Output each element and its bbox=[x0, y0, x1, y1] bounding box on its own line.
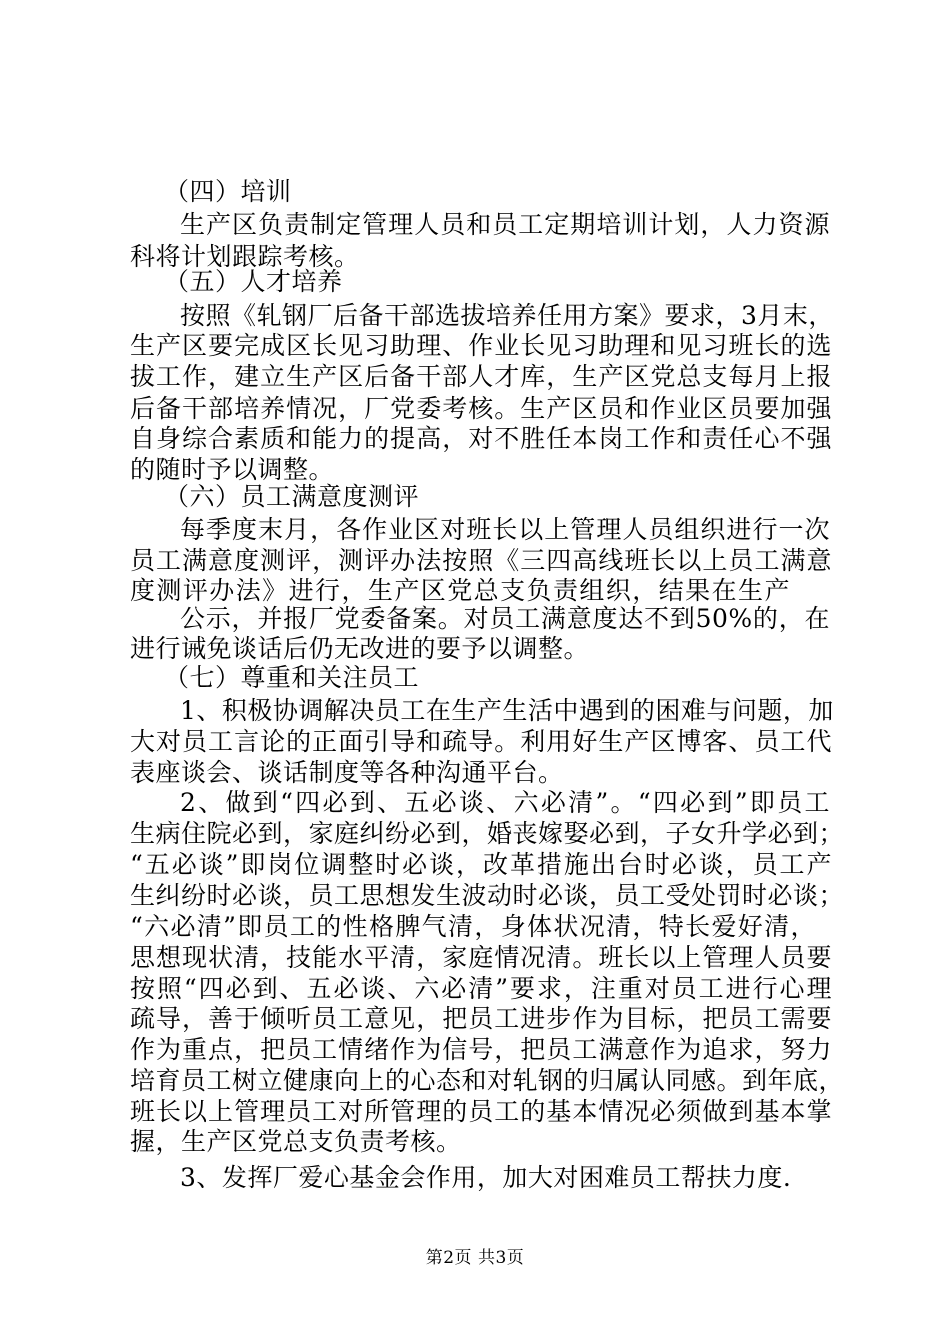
paragraph-line: “五必谈”即岗位调整时必谈，改革措施出台时必谈，员工产 bbox=[130, 850, 832, 879]
page-number-footer: 第2页 共3页 bbox=[425, 1248, 525, 1268]
paragraph-line: 生病住院必到，家庭纠纷必到，婚丧嫁娶必到，子女升学必到； bbox=[130, 819, 845, 848]
paragraph-line: 按照《轧钢厂后备干部选拔培养任用方案》要求，3月末， bbox=[180, 301, 834, 330]
paragraph-line: 进行诫免谈话后仍无改进的要予以调整。 bbox=[130, 634, 590, 663]
paragraph-line: 思想现状清，技能水平清，家庭情况清。班长以上管理人员要 bbox=[130, 943, 832, 972]
section-heading-training: （四）培训 bbox=[164, 177, 292, 206]
paragraph-line: 大对员工言论的正面引导和疏导。利用好生产区博客、员工代 bbox=[130, 727, 832, 756]
paragraph-line: 按照“四必到、五必谈、六必清”要求，注重对员工进行心理 bbox=[130, 974, 832, 1003]
paragraph-line: 员工满意度测评，测评办法按照《三四高线班长以上员工满意 bbox=[130, 546, 832, 575]
paragraph-line: 公示，并报厂党委备案。对员工满意度达不到50%的，在 bbox=[180, 604, 830, 633]
paragraph-line: 生产区要完成区长见习助理、作业长见习助理和见习班长的选 bbox=[130, 331, 832, 360]
paragraph-line: 科将计划跟踪考核。 bbox=[130, 242, 360, 271]
paragraph-line: 度测评办法》进行，生产区党总支负责组织，结果在生产 bbox=[130, 576, 790, 605]
paragraph-line: 的随时予以调整。 bbox=[130, 455, 335, 484]
paragraph-line: 表座谈会、谈话制度等各种沟通平台。 bbox=[130, 758, 564, 787]
paragraph-line: 每季度末月，各作业区对班长以上管理人员组织进行一次 bbox=[180, 515, 830, 544]
section-heading-satisfaction: （六）员工满意度测评 bbox=[164, 482, 420, 511]
paragraph-line: 疏导，善于倾听员工意见，把员工进步作为目标，把员工需要 bbox=[130, 1004, 832, 1033]
paragraph-line: 班长以上管理员工对所管理的员工的基本情况必须做到基本掌 bbox=[130, 1097, 832, 1126]
paragraph-line: 生产区负责制定管理人员和员工定期培训计划，人力资源 bbox=[180, 210, 830, 239]
paragraph-line: 1、积极协调解决员工在生产生活中遇到的困难与问题，加 bbox=[180, 696, 834, 725]
paragraph-line: 3、发挥厂爱心基金会作用，加大对困难员工帮扶力度. bbox=[180, 1163, 792, 1192]
paragraph-line: 握，生产区党总支负责考核。 bbox=[130, 1127, 462, 1156]
section-heading-respect: （七）尊重和关注员工 bbox=[164, 663, 420, 692]
paragraph-line: 后备干部培养情况，厂党委考核。生产区员和作业区员要加强 bbox=[130, 394, 832, 423]
paragraph-line: 生纠纷时必谈，员工思想发生波动时必谈，员工受处罚时必谈； bbox=[130, 881, 845, 910]
paragraph-line: 培育员工树立健康向上的心态和对轧钢的归属认同感。到年底， bbox=[130, 1066, 845, 1095]
paragraph-line: 2、做到“四必到、五必谈、六必清”。“四必到”即员工 bbox=[180, 788, 830, 817]
paragraph-line: 自身综合素质和能力的提高，对不胜任本岗工作和责任心不强 bbox=[130, 424, 832, 453]
section-heading-talent: （五）人才培养 bbox=[164, 267, 343, 296]
paragraph-line: 作为重点，把员工情绪作为信号，把员工满意作为追求，努力 bbox=[130, 1035, 832, 1064]
paragraph-line: “六必清”即员工的性格脾气清，身体状况清，特长爱好清， bbox=[130, 912, 816, 941]
paragraph-line: 拔工作，建立生产区后备干部人才库，生产区党总支每月上报 bbox=[130, 362, 832, 391]
